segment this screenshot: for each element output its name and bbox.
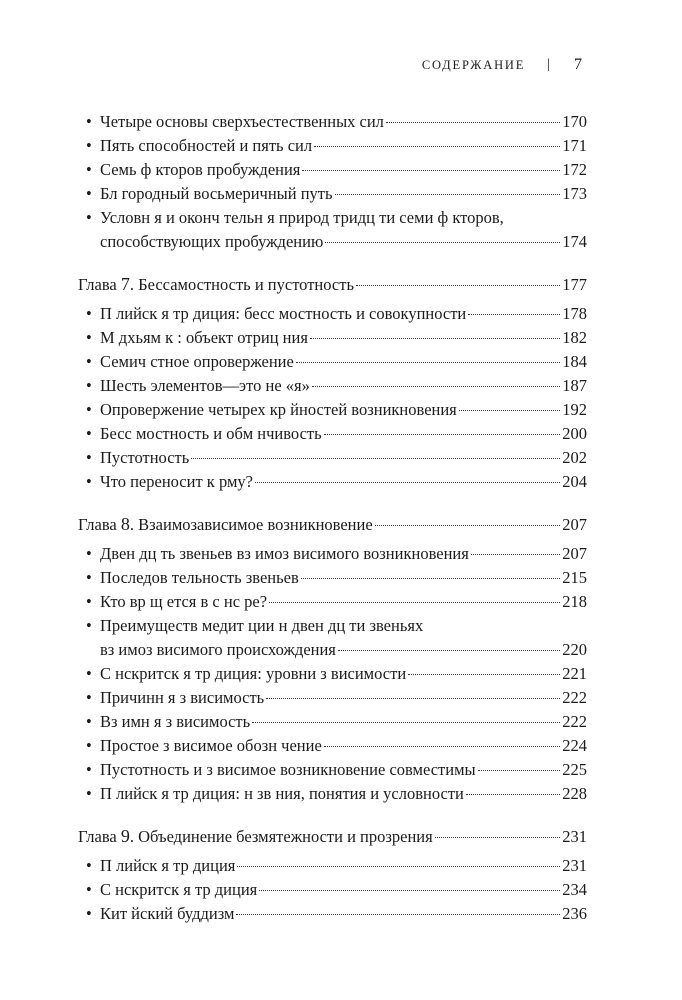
toc-entry-text: Пустотность и з висимое возникновение совместимы [100, 760, 476, 779]
toc-page-number: 228 [562, 784, 587, 803]
header-separator: | [547, 57, 550, 72]
bullet-icon: • [86, 880, 92, 899]
dot-leader [435, 837, 561, 838]
dot-leader [312, 386, 560, 387]
chapter-title [78, 824, 433, 849]
toc-entry-text: Пустотность [100, 448, 190, 467]
bullet-icon: • [86, 544, 92, 563]
toc-page-number: 184 [562, 352, 587, 371]
toc-entry-text: П лийск я тр диция [100, 856, 236, 875]
toc-entry-text: Последов тельность звеньев [100, 568, 299, 587]
bullet-icon: • [86, 856, 92, 875]
dot-leader [338, 650, 560, 651]
running-header [422, 56, 582, 74]
bullet-icon: • [86, 568, 92, 587]
dot-leader [302, 170, 560, 171]
toc-page-number: 221 [562, 664, 587, 683]
toc-chapter-heading [78, 272, 587, 296]
page-number: 7 [574, 56, 582, 73]
toc-entry [78, 158, 587, 182]
dot-leader [468, 314, 560, 315]
toc-page-number: 204 [562, 472, 587, 491]
bullet-icon: • [86, 208, 92, 227]
chapter-title [78, 272, 354, 297]
toc-page-number: 178 [562, 304, 587, 323]
chapter-title [78, 512, 373, 537]
toc-page-number: 174 [562, 232, 587, 251]
toc-entry [78, 878, 587, 902]
dot-leader [269, 602, 560, 603]
toc-page-number: 224 [562, 736, 587, 755]
toc-page-number: 215 [562, 568, 587, 587]
bullet-icon: • [86, 424, 92, 443]
toc-entry [78, 710, 587, 734]
bullet-icon: • [86, 184, 92, 203]
dot-leader [252, 722, 560, 723]
bullet-icon: • [86, 736, 92, 755]
toc-entry [78, 302, 587, 326]
bullet-icon: • [86, 304, 92, 323]
toc-entry-text: М дхьям к : объект отриц ния [100, 328, 308, 347]
toc-entry [78, 686, 587, 710]
bullet-icon: • [86, 448, 92, 467]
toc-entry [78, 590, 587, 614]
dot-leader [237, 866, 560, 867]
toc-entry-text: П лийск я тр диция: н зв ния, понятия и условности [100, 784, 464, 803]
toc-page-number: 173 [562, 184, 587, 203]
toc-page-number: 225 [562, 760, 587, 779]
toc-entry [78, 374, 587, 398]
dot-leader [466, 794, 560, 795]
toc-entry [78, 614, 587, 638]
toc-entry [78, 902, 587, 926]
toc-entry [78, 182, 587, 206]
dot-leader [408, 674, 560, 675]
bullet-icon: • [86, 904, 92, 923]
toc-entry-text: Условн я и оконч тельн я природ тридц ти семи ф кторов, [100, 208, 504, 227]
toc-entry [78, 110, 587, 134]
bullet-icon: • [86, 136, 92, 155]
toc-page-number: 171 [562, 136, 587, 155]
toc-entry [78, 446, 587, 470]
toc-entry [78, 398, 587, 422]
toc-entry-text: Что переносит к рму? [100, 472, 253, 491]
toc-chapter-heading [78, 824, 587, 848]
toc-page-number: 220 [562, 640, 587, 659]
bullet-icon: • [86, 664, 92, 683]
chapter-label: Глава [78, 827, 121, 846]
toc-page-number: 172 [562, 160, 587, 179]
bullet-icon: • [86, 760, 92, 779]
dot-leader [259, 890, 560, 891]
bullet-icon: • [86, 688, 92, 707]
toc-entry [78, 206, 587, 230]
dot-leader [335, 194, 561, 195]
toc-entry-text: Кто вр щ ется в с нс ре? [100, 592, 268, 611]
toc-entry [78, 422, 587, 446]
toc-page-number: 231 [562, 856, 587, 875]
bullet-icon: • [86, 160, 92, 179]
toc-entry-text: Четыре основы сверхъестественных сил [100, 112, 384, 131]
toc-entry [78, 542, 587, 566]
chapter-number: 9 [120, 826, 130, 846]
toc-entry-text: Кит йский буддизм [100, 904, 235, 923]
dot-leader [324, 746, 560, 747]
dot-leader [301, 578, 560, 579]
dot-leader [310, 338, 560, 339]
chapter-name: . Взаимозависимое возникновение [129, 515, 373, 534]
toc-entry [78, 782, 587, 806]
toc-entry-text: Причинн я з висимость [100, 688, 265, 707]
toc-entry [78, 758, 587, 782]
toc-page-number: 218 [562, 592, 587, 611]
dot-leader [459, 410, 560, 411]
dot-leader [255, 482, 560, 483]
section-title: СОДЕРЖАНИЕ [421, 57, 526, 72]
toc-entry-text: Бесс мостность и обм нчивость [100, 424, 322, 443]
bullet-icon: • [86, 376, 92, 395]
toc-page-number: 182 [562, 328, 587, 347]
chapter-name: . Объединение безмятежности и прозрения [129, 827, 433, 846]
toc-page-number: 234 [562, 880, 587, 899]
toc-entry-text: Вз имн я з висимость [100, 712, 251, 731]
dot-leader [296, 362, 560, 363]
toc-entry [78, 326, 587, 350]
bullet-icon: • [86, 112, 92, 131]
bullet-icon: • [86, 592, 92, 611]
toc-page-number: 207 [562, 515, 587, 534]
chapter-name: . Бессамостность и пустотность [129, 275, 354, 294]
toc-entry-text: Семич стное опровержение [100, 352, 294, 371]
toc-page-number: 222 [562, 712, 587, 731]
toc-entry-text: Двен дц ть звеньев вз имоз висимого возникновения [100, 544, 469, 563]
toc-page-number: 187 [562, 376, 587, 395]
dot-leader [266, 698, 560, 699]
table-of-contents [78, 110, 587, 926]
toc-page-number: 207 [562, 544, 587, 563]
chapter-number: 7 [120, 274, 130, 294]
toc-page-number: 177 [562, 275, 587, 294]
toc-entry-text: вз имоз висимого происхождения [100, 640, 336, 659]
toc-entry [78, 638, 587, 662]
toc-entry-text: П лийск я тр диция: бесс мостность и совокупности [100, 304, 467, 323]
toc-entry [78, 662, 587, 686]
bullet-icon: • [86, 400, 92, 419]
toc-entry-text: Простое з висимое обозн чение [100, 736, 322, 755]
dot-leader [191, 458, 560, 459]
toc-entry-text: Семь ф кторов пробуждения [100, 160, 301, 179]
toc-entry [78, 134, 587, 158]
chapter-label: Глава [78, 515, 121, 534]
toc-chapter-heading [78, 512, 587, 536]
bullet-icon: • [86, 472, 92, 491]
chapter-label: Глава [78, 275, 121, 294]
toc-entry [78, 566, 587, 590]
chapter-number: 8 [120, 514, 130, 534]
toc-entry [78, 734, 587, 758]
dot-leader [375, 525, 561, 526]
toc-entry-text: Шесть элементов—это не «я» [100, 376, 310, 395]
toc-page-number: 222 [562, 688, 587, 707]
bullet-icon: • [86, 712, 92, 731]
bullet-icon: • [86, 352, 92, 371]
dot-leader [471, 554, 560, 555]
bullet-icon: • [86, 784, 92, 803]
toc-entry-text: способствующих пробуждению [100, 232, 324, 251]
toc-entry-text: Опровержение четырех кр йностей возникновения [100, 400, 457, 419]
dot-leader [386, 122, 560, 123]
dot-leader [314, 146, 560, 147]
toc-entry-text: Пять способностей и пять сил [100, 136, 313, 155]
toc-page-number: 231 [562, 827, 587, 846]
toc-entry-text: С нскритск я тр диция [100, 880, 258, 899]
toc-page-number: 202 [562, 448, 587, 467]
dot-leader [325, 242, 560, 243]
dot-leader [356, 285, 560, 286]
dot-leader [478, 770, 561, 771]
toc-entry [78, 470, 587, 494]
toc-entry [78, 350, 587, 374]
toc-page-number: 236 [562, 904, 587, 923]
toc-page-number: 192 [562, 400, 587, 419]
toc-entry-text: Преимуществ медит ции н двен дц ти звеньях [100, 616, 424, 635]
toc-entry-text: С нскритск я тр диция: уровни з висимости [100, 664, 407, 683]
toc-page-number: 170 [562, 112, 587, 131]
toc-entry [78, 854, 587, 878]
bullet-icon: • [86, 616, 92, 635]
toc-entry-text: Бл городный восьмеричный путь [100, 184, 333, 203]
dot-leader [324, 434, 561, 435]
toc-entry [78, 230, 587, 254]
toc-page-number: 200 [562, 424, 587, 443]
bullet-icon: • [86, 328, 92, 347]
dot-leader [236, 914, 560, 915]
